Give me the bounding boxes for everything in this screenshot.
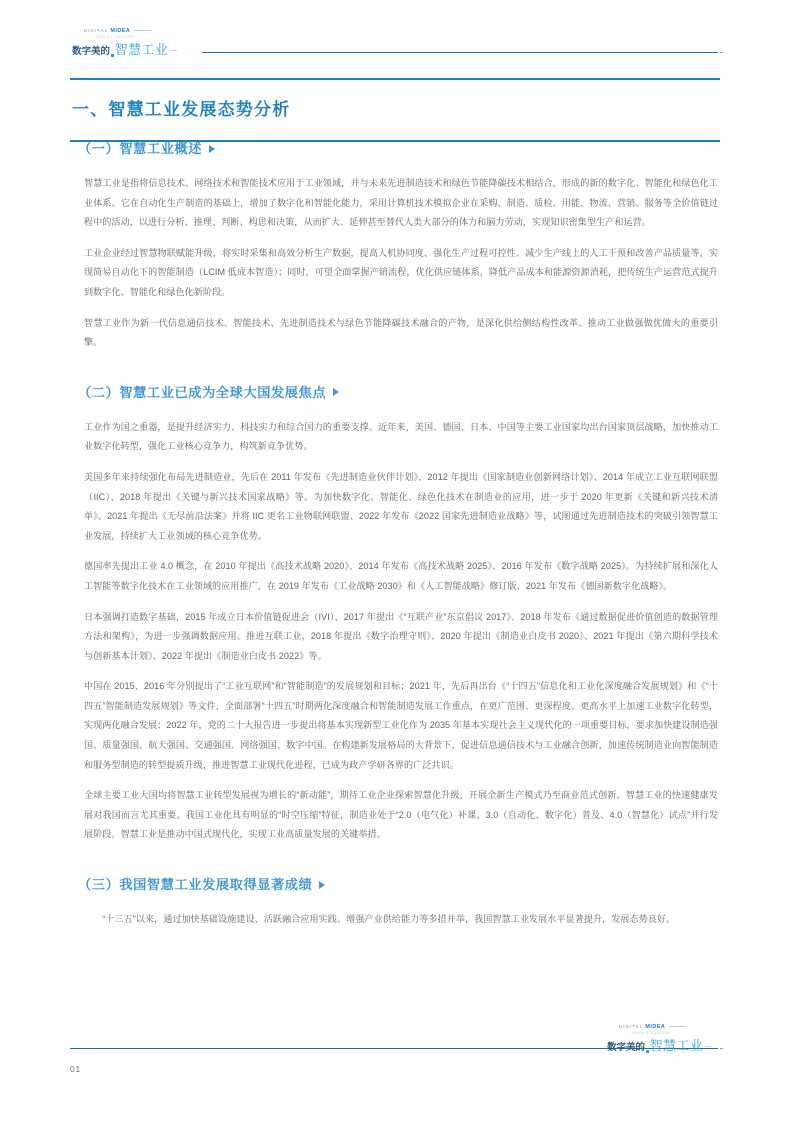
brand-digital-text: DIGITAL [619, 1024, 644, 1029]
paragraph: 工业作为国之重器，是提升经济实力、科技实力和综合国力的重要支撑。近年来，美国、德国、日本、中国等主要工业国家均出台国家顶层战略，加快推动工业数字化转型，强化工业核心竞争力，构筑新竞争优势。 [84, 421, 718, 452]
header-divider-rule [202, 52, 718, 53]
subsection-3 [70, 874, 720, 930]
header-divider-endcap [720, 52, 723, 53]
subsection-2-heading-label: （二）智慧工业已成为全球大国发展焦点 [78, 384, 327, 400]
brand-logo-footer [605, 1024, 723, 1056]
paragraph: 智慧工业是指将信息技术、网络技术和智能技术应用于工业领域，并与未来先进制造技术和绿色节能降碳技术相结合，形成的新的数字化、智能化和绿色化工业体系。它在自动化生产制造的基础上，增加了数字化和智能化能力，采用计算机技术模拟企业在采购、制造、质检、用能、物流、营销、服务等全价值链过程中的活动，以进行分析、推理、判断、构思和决策，从而扩大、延伸甚至替代人类大部分的体力和脑力劳动，实现知识密集型生产和运营。 [84, 178, 718, 228]
paragraph: 智慧工业作为新一代信息通信技术、智能技术、先进制造技术与绿色节能降碳技术融合的产物，是深化供给侧结构性改革、推动工业做强做优做大的重要引擎。 [84, 317, 718, 348]
subsection-1-heading-label: （一）智慧工业概述 [78, 141, 203, 156]
brand-digital-text: DIGITAL [84, 28, 109, 33]
subsection-1 [70, 138, 720, 353]
section-rule-top [70, 78, 720, 80]
triangle-right-icon [209, 145, 215, 153]
brand-chinese-lockup [607, 1035, 712, 1054]
brand-product-cn: 智慧工业 [114, 42, 169, 57]
brand-tail-decor [170, 50, 177, 51]
brand-midea-text: MIDEA [645, 1024, 666, 1030]
brand-latin-lockup [84, 28, 152, 34]
brand-company-cn: 数字美的 [607, 1042, 646, 1053]
document-body [70, 138, 720, 930]
paragraph: 日本强调打造数字基础，2015 年成立日本价值链促进会（IVI）、2017 年提出《“互联产业”东京倡议 2017》、2018 年发布《通过数据促进价值创造的数据管理方法和架构》，为进一步强调数据应用、推进互联工业，2018 年提出《数字治理守则》、2020 年提出《制造业白皮书 2020》、2021 年提出《第六期科学技术与创新基本计划》、2022 年提出《制造业白皮书 2022》等。 [84, 611, 718, 661]
subsection-2 [70, 382, 720, 845]
brand-rule-decor [669, 1026, 687, 1027]
brand-logo-header [70, 28, 188, 60]
paragraph: 德国率先提出工业 4.0 概念，在 2010 年提出《高技术战略 2020》、2014 年发布《高技术战略 2025》、2016 年发布《数字战略 2025》。为持续扩展和深化人工智能等数字化技术在工业领域的应用推广，在 2019 年发布《工业战略 2030》和《人工智能战略》修订版、2021 年发布《德国新数字化战略》。 [84, 561, 718, 591]
page-number: 01 [70, 1064, 81, 1074]
paragraph: 工业企业经过智慧物联赋能升级，将实时采集和高效分析生产数据，提高人机协同度、强化生产过程可控性、减少生产线上的人工干预和改善产品质量等，实现简易自动化下的智能制造（LCIM 低成本智造）；同时，可望全面掌握产销流程，优化供应链体系，降低产品成本和能源资源消耗，把传统生产运营范式提升到数字化、智能化和绿色化新阶段。 [84, 247, 718, 297]
brand-midea-text: MIDEA [110, 28, 131, 34]
brand-product-cn: 智慧工业 [649, 1038, 704, 1053]
brand-tail-decor [705, 1046, 712, 1047]
section-title-block [70, 78, 720, 142]
subsection-1-heading [70, 138, 720, 157]
brand-company-cn: 数字美的 [72, 46, 111, 57]
brand-dot-decor [646, 1050, 649, 1053]
paragraph: 中国在 2015、2016 年分别提出了“工业互联网”和“智能制造”的发展规划和目标；2021 年，先后再出台《“十四五”信息化和工业化深度融合发展规划》和《“十四五”智能制造发展规划》等文件，全面部署“十四五”时期两化深度融合和智能制造发展工作重点，在更广范围、更深程度、更高水平上加速工业数字化转型，实现两化融合发展；2022 年，党的二十大报告进一步提出将基本实现新型工业化作为 2035 年基本实现社会主义现代化的一项重要目标，要求加快建设制造强国、质量强国、航天强国、交通强国、网络强国、数字中国。在构建新发展格局的大背景下，促进信息通信技术与工业融合创新，加速传统制造业向智能制造和服务型制造的转型提质升级，推进智慧工业现代化进程，已成为政产学研各界的广泛共识。 [84, 681, 718, 770]
subsection-3-heading [70, 874, 720, 893]
page-footer [70, 1024, 723, 1094]
brand-tagline-text: MIDEA'S INDUSTRY [632, 1030, 670, 1035]
brand-tagline-text: MIDEA'S INDUSTRY [97, 34, 135, 39]
triangle-right-icon [333, 388, 339, 396]
paragraph: 美国多年来持续强化布局先进制造业，先后在 2011 年发布《先进制造业伙伴计划》、2012 年提出《国家制造业创新网络计划》、2014 年成立工业互联网联盟（IIC）、2018 年提出《关键与新兴技术国家战略》等。为加快数字化、智能化、绿色化技术在制造业的应用，进一步于 2020 年更新《关键和新兴技术清单》、2021 年提出《无尽前沿法案》并将 IIC 更名工业物联网联盟、2022 年发布《2022 国家先进制造业战略》等，试图通过先进制造技术的突破引领智慧工业发展，持续扩大工业领域的核心竞争优势。 [84, 471, 718, 541]
brand-latin-lockup [619, 1024, 687, 1030]
triangle-right-icon [319, 881, 325, 889]
paragraph: 全球主要工业大国均将智慧工业转型发展视为增长的“新动能”，期待工业企业探索智慧化升级，开展全新生产模式乃至商业范式创新。智慧工业的快速健康发展对我国而言尤其重要。我国工业化具有明显的“时空压缩”特征，制造业处于“2.0（电气化）补课、3.0（自动化、数字化）普及、4.0（智慧化）试点”并行发展阶段。智慧工业是推动中国式现代化，实现工业高质量发展的关键举措。 [84, 790, 718, 840]
subsection-2-heading [70, 382, 720, 401]
brand-dot-decor [111, 54, 114, 57]
subsection-3-heading-label: （三）我国智慧工业发展取得显著成绩 [78, 877, 313, 893]
page-header [70, 26, 723, 60]
paragraph: “十三五”以来，通过加快基础设施建设、活跃融合应用实践、增强产业供给能力等多措并举，我国智慧工业发展水平显著提升，发展态势良好。 [102, 914, 676, 925]
brand-chinese-lockup [72, 39, 177, 58]
brand-rule-decor [134, 30, 152, 31]
page-title: 一、智慧工业发展态势分析 [72, 100, 291, 120]
